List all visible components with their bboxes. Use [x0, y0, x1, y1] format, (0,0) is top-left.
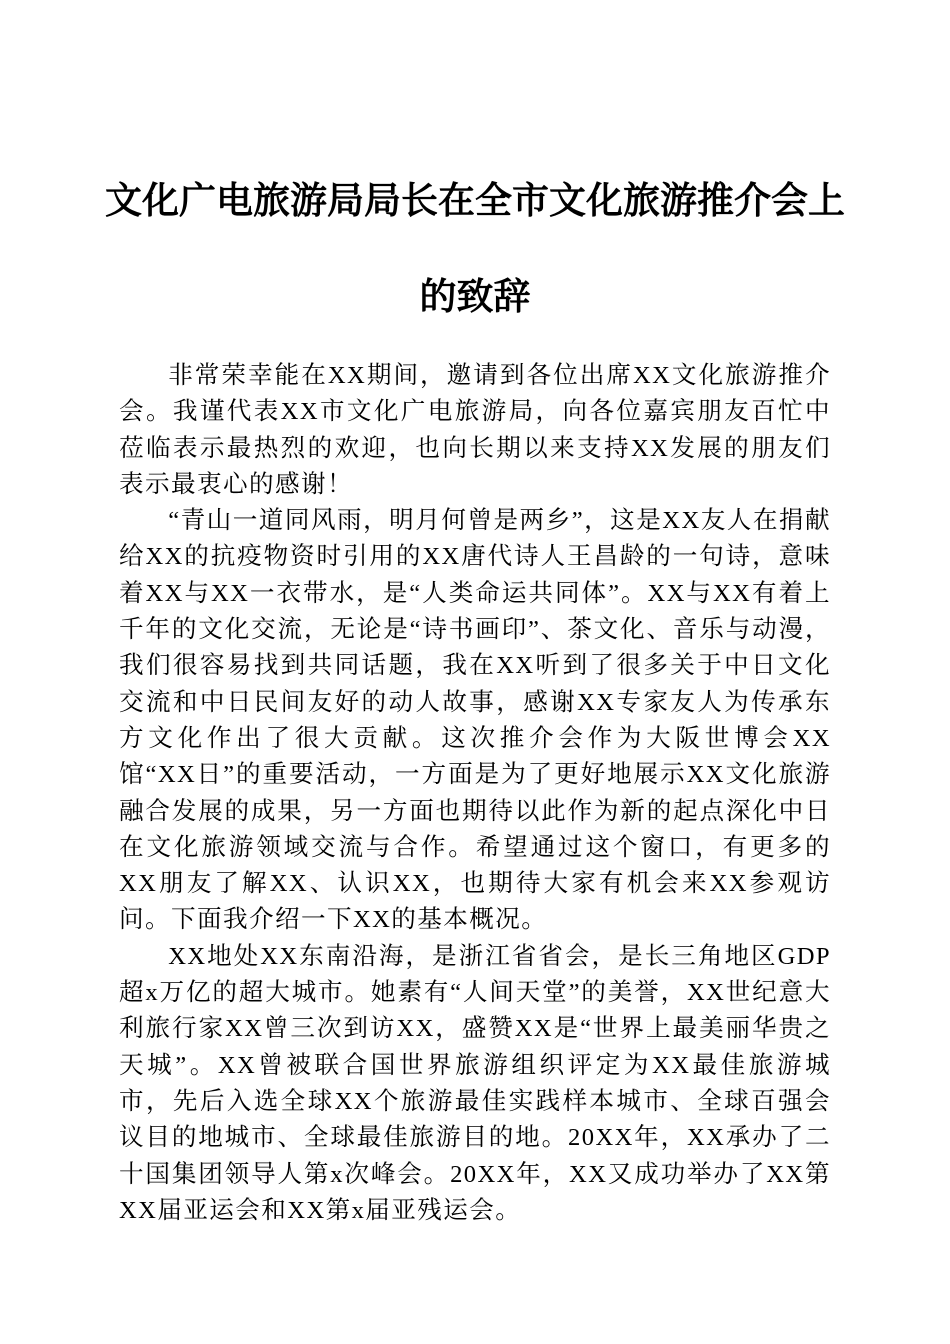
- document-body: [119, 358, 831, 1229]
- paragraph-friendship: “青山一道同风雨，明月何曾是两乡”，这是XX友人在捐献给XX的抗疫物资时引用的XX唐代诗人王昌龄的一句诗，意味着XX与XX一衣带水，是“人类命运共同体”。XX与XX有着上千年的文化交流，无论是“诗书画印”、茶文化、音乐与动漫，我们很容易找到共同话题，我在XX听到了很多关于中日文化交流和中日民间友好的动人故事，感谢XX专家友人为传承东方文化作出了很大贡献。这次推介会作为大阪世博会XX馆“XX日”的重要活动，一方面是为了更好地展示XX文化旅游融合发展的成果，另一方面也期待以此作为新的起点深化中日在文化旅游领域交流与合作。希望通过这个窗口，有更多的XX朋友了解XX、认识XX，也期待大家有机会来XX参观访问。下面我介绍一下XX的基本概况。: [119, 507, 831, 934]
- document-title-line-2: 的致辞: [419, 274, 531, 318]
- document-title-line-1: 文化广电旅游局局长在全市文化旅游推介会上: [105, 178, 845, 222]
- paragraph-city-overview: XX地处XX东南沿海，是浙江省省会，是长三角地区GDP超x万亿的超大城市。她素有“人间天堂”的美誉，XX世纪意大利旅行家XX曾三次到访XX，盛赞XX是“世界上最美丽华贵之天城”。XX曾被联合国世界旅游组织评定为XX最佳旅游城市，先后入选全球XX个旅游最佳实践样本城市、全球百强会议目的地城市、全球最佳旅游目的地。20XX年，XX承办了二十国集团领导人第x次峰会。20XX年，XX又成功举办了XX第XX届亚运会和XX第x届亚残运会。: [119, 942, 831, 1224]
- paragraph-welcome: 非常荣幸能在XX期间，邀请到各位出席XX文化旅游推介会。我谨代表XX市文化广电旅游局，向各位嘉宾朋友百忙中莅临表示最热烈的欢迎，也向长期以来支持XX发展的朋友们表示最衷心的感谢！: [119, 362, 831, 498]
